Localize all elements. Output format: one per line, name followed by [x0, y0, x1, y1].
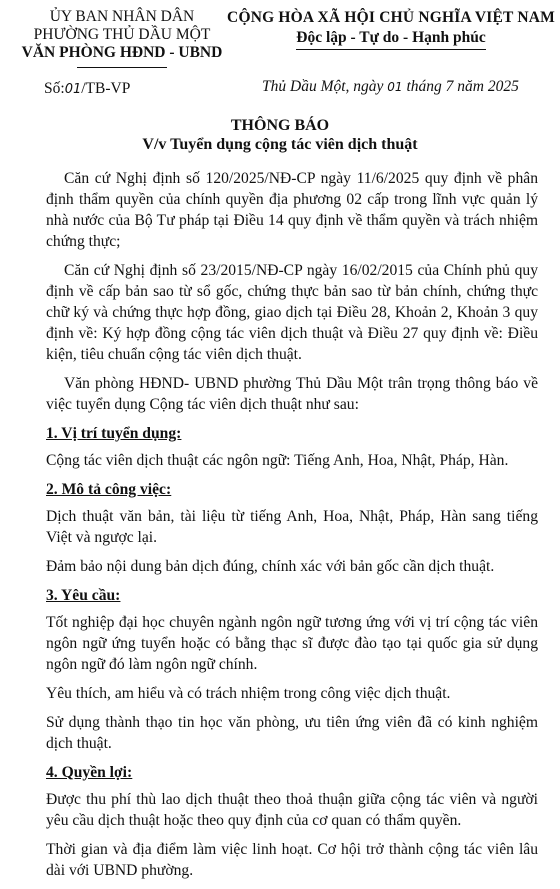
title-line-2: V/v Tuyển dụng cộng tác viên dịch thuật [142, 136, 418, 153]
document-number [44, 80, 130, 98]
number-suffix: /TB-VP [81, 80, 131, 97]
agency-line-3: VĂN PHÒNG HĐND - UBND [21, 44, 223, 61]
section-heading: 3. Yêu cầu: [46, 587, 121, 604]
agency-header [6, 8, 238, 62]
document-title [0, 116, 560, 154]
agency-line-1: ỦY BAN NHÂN DÂN [49, 8, 195, 25]
section-paragraph: Đảm bảo nội dung bản dịch đúng, chính xác với bản gốc cần dịch thuật. [46, 558, 495, 575]
section-paragraph: Cộng tác viên dịch thuật các ngôn ngữ: Tiếng Anh, Hoa, Nhật, Pháp, Hàn. [46, 452, 509, 469]
section-paragraph: Yêu thích, am hiểu và có trách nhiệm trong công việc dịch thuật. [46, 685, 451, 702]
agency-line-2: PHƯỜNG THỦ DẦU MỘT [33, 26, 211, 43]
agency-underline [77, 67, 167, 68]
document-body [46, 168, 538, 889]
dateline [262, 78, 519, 96]
body-paragraph: Căn cứ Nghị định số 23/2015/NĐ-CP ngày 16/02/2015 của Chính phủ quy định về cấp bản sao từ sổ gốc, chứng thực bản sao từ bản chính, chứng thực chữ ký và chứng thực hợp đồng, giao dịch tại Điều 28, Khoản 2, Khoản 3 quy định về: Ký hợp đồng cộng tác viên dịch thuật và Điều 27 quy định về: Điều kiện, tiêu chuẩn cộng tác viên dịch thuật. [46, 262, 538, 363]
title-line-1: THÔNG BÁO [230, 117, 330, 134]
nation-title: CỘNG HÒA XÃ HỘI CHỦ NGHĨA VIỆT NAM [227, 9, 555, 26]
section-paragraph: Sử dụng thành thạo tin học văn phòng, ưu tiên ứng viên đã có kinh nghiệm dịch thuật. [46, 714, 538, 752]
section-heading: 2. Mô tả công việc: [46, 481, 172, 498]
section-heading: 4. Quyền lợi: [46, 764, 133, 781]
section-paragraph: Dịch thuật văn bản, tài liệu từ tiếng Anh, Hoa, Nhật, Pháp, Hàn sang tiếng Việt và ngược lại. [46, 508, 538, 546]
body-paragraph: Căn cứ Nghị định số 120/2025/NĐ-CP ngày 11/6/2025 quy định về phân định thẩm quyền của chính quyền địa phương 02 cấp trong lĩnh vực quản lý nhà nước của Bộ Tư pháp tại Điều 14 quy định về thẩm quyền và trách nhiệm chứng thực; [46, 170, 538, 250]
dateline-prefix: Thủ Dầu Một, ngày [262, 78, 388, 95]
national-motto: Độc lập - Tự do - Hạnh phúc [296, 28, 485, 50]
dateline-suffix: tháng 7 năm 2025 [402, 78, 519, 95]
dateline-day: 01 [387, 80, 403, 94]
number-handwritten: 01 [64, 82, 82, 97]
section-heading: 1. Vị trí tuyển dụng: [46, 425, 182, 442]
number-prefix: Số: [44, 80, 65, 97]
body-paragraph: Văn phòng HĐND- UBND phường Thủ Dầu Một trân trọng thông báo về việc tuyển dụng Cộng tác viên dịch thuật như sau: [46, 375, 538, 413]
section-paragraph: Tốt nghiệp đại học chuyên ngành ngôn ngữ tương ứng với vị trí cộng tác viên ngôn ngữ ứng tuyển hoặc có bằng thạc sĩ được đào tạo tại quốc gia sử dụng ngôn ngữ đó làm ngôn ngữ chính. [46, 614, 538, 673]
national-header [222, 8, 560, 50]
section-paragraph: Thời gian và địa điểm làm việc linh hoạt. Cơ hội trở thành cộng tác viên lâu dài với UBND phường. [46, 841, 538, 879]
section-paragraph: Được thu phí thù lao dịch thuật theo thoả thuận giữa cộng tác viên và người yêu cầu dịch thuật hoặc theo quy định của cơ quan có thẩm quyền. [46, 791, 538, 829]
